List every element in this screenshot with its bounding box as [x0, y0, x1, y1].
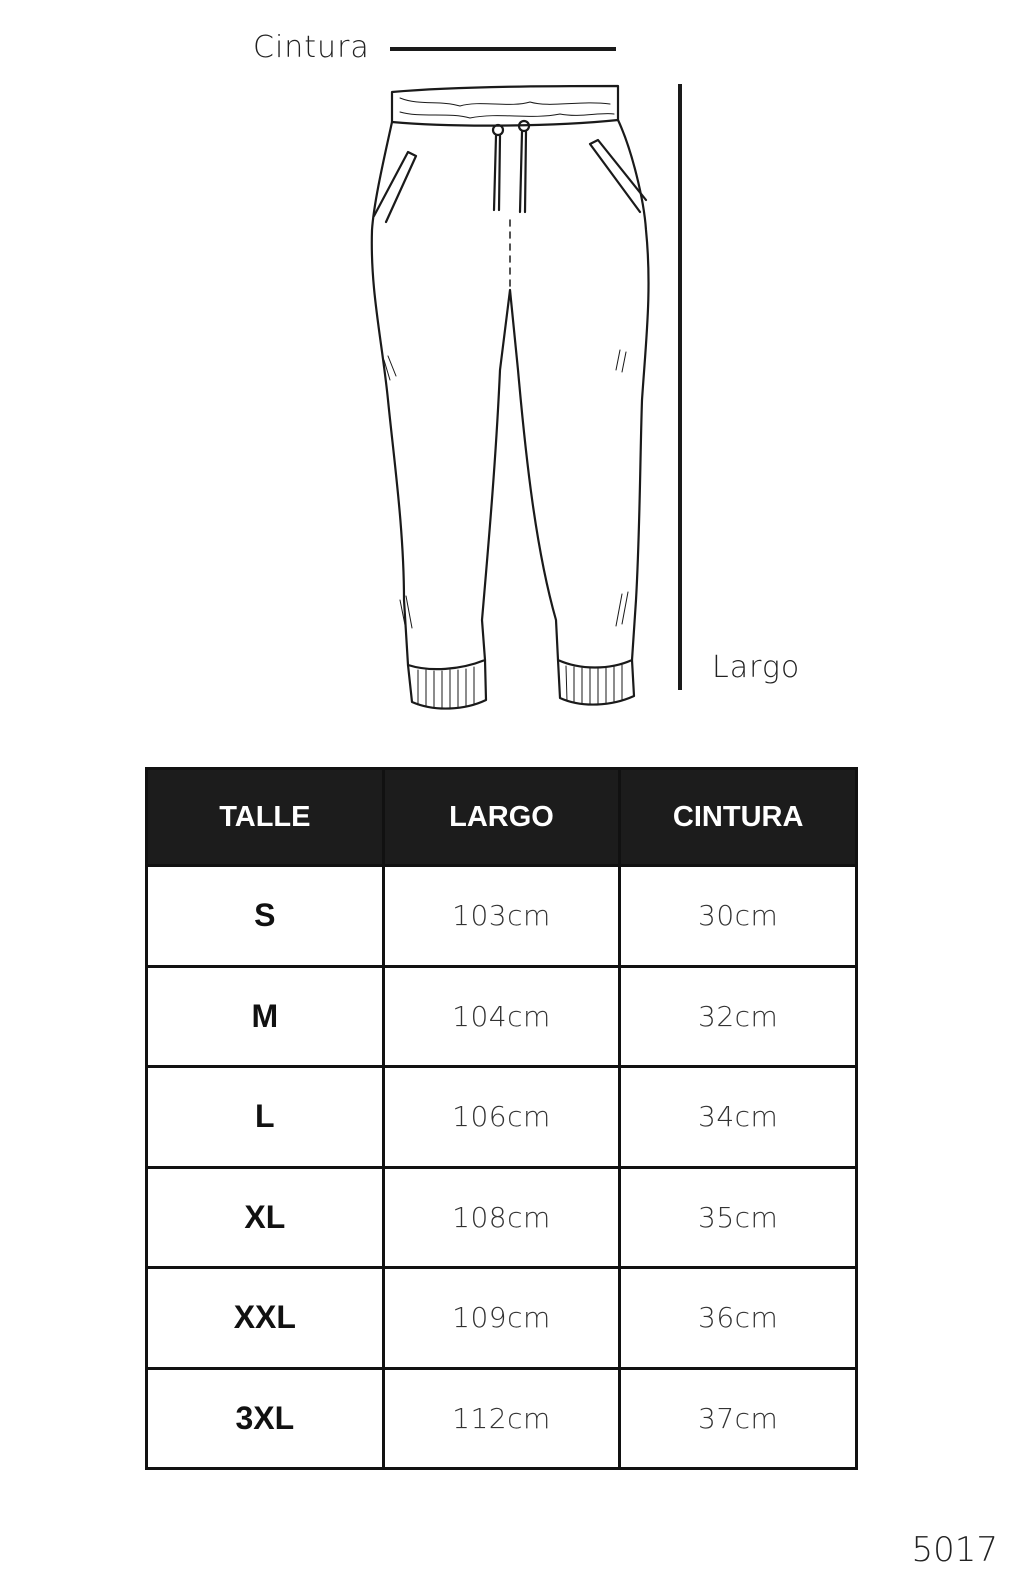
header-cintura: CINTURA: [620, 769, 857, 866]
waist-label: Cintura: [253, 30, 370, 65]
size-cell: XL: [147, 1167, 384, 1268]
table-header-row: [147, 769, 857, 866]
cintura-cell: 32cm: [620, 966, 857, 1067]
largo-cell: 109cm: [383, 1268, 620, 1369]
cintura-cell: 36cm: [620, 1268, 857, 1369]
size-cell: L: [147, 1067, 384, 1168]
product-code: 5017: [911, 1530, 998, 1570]
length-measure-line: [678, 84, 682, 690]
size-table: [145, 767, 858, 1470]
measurement-diagram: [0, 0, 1024, 740]
largo-cell: 104cm: [383, 966, 620, 1067]
largo-cell: 112cm: [383, 1368, 620, 1469]
table-row: [147, 1067, 857, 1168]
waist-measure-line: [390, 47, 616, 51]
cintura-cell: 37cm: [620, 1368, 857, 1469]
table-row: [147, 1268, 857, 1369]
table-row: [147, 1167, 857, 1268]
table-row: [147, 866, 857, 967]
largo-cell: 106cm: [383, 1067, 620, 1168]
cintura-cell: 35cm: [620, 1167, 857, 1268]
header-largo: LARGO: [383, 769, 620, 866]
table-row: [147, 966, 857, 1067]
size-cell: S: [147, 866, 384, 967]
size-cell: 3XL: [147, 1368, 384, 1469]
size-cell: M: [147, 966, 384, 1067]
cintura-cell: 30cm: [620, 866, 857, 967]
length-label: Largo: [712, 650, 801, 685]
cintura-cell: 34cm: [620, 1067, 857, 1168]
table-row: [147, 1368, 857, 1469]
jogger-pants-icon: [360, 80, 660, 720]
header-talle: TALLE: [147, 769, 384, 866]
size-cell: XXL: [147, 1268, 384, 1369]
largo-cell: 108cm: [383, 1167, 620, 1268]
largo-cell: 103cm: [383, 866, 620, 967]
